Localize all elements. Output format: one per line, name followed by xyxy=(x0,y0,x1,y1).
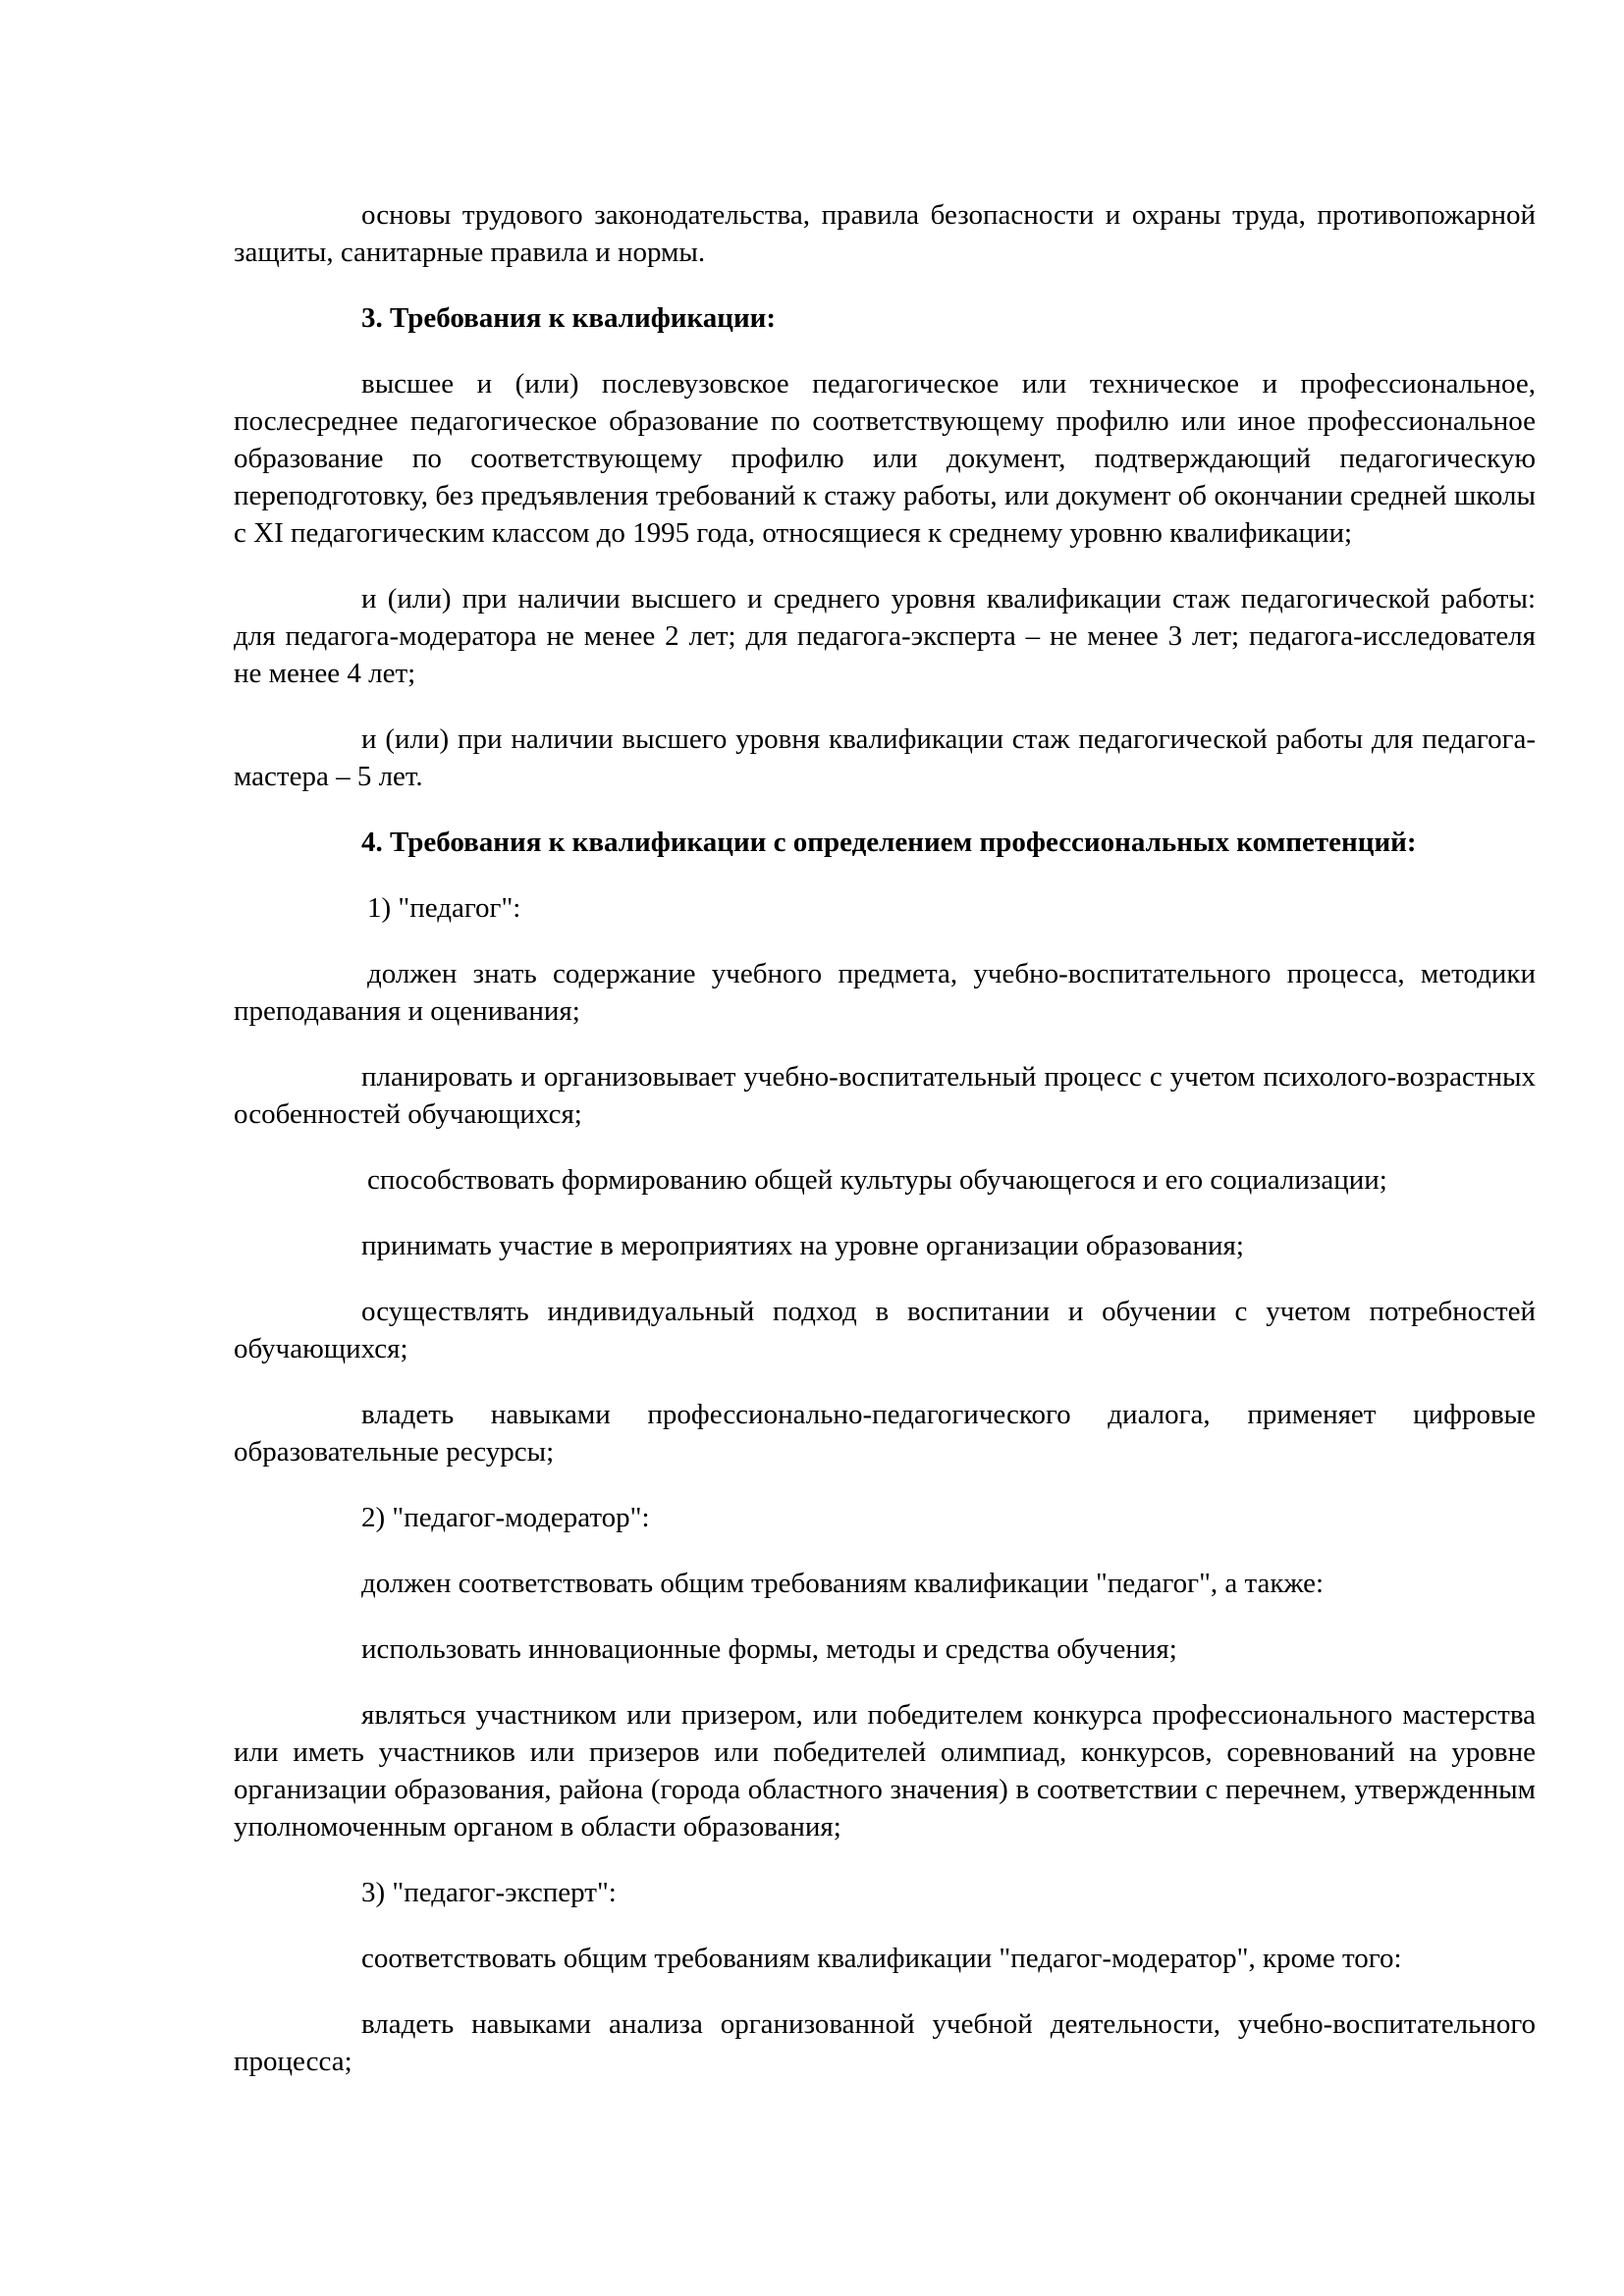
paragraph-teacher-dialogue: владеть навыками профессионально-педагогического диалога, применяет цифровые образовательные ресурсы; xyxy=(234,1399,1536,1468)
list-item-expert-heading: 3) "педагог-эксперт": xyxy=(361,1877,617,1908)
paragraph-expert-analysis: владеть навыками анализа организованной учебной деятельности, учебно-воспитательного процесса; xyxy=(234,2008,1536,2077)
paragraph-teacher-planning: планировать и организовывает учебно-воспитательный процесс с учетом психолого-возрастных особенностей обучающихся; xyxy=(234,1061,1536,1130)
paragraph-experience-moderator-expert: и (или) при наличии высшего и среднего уровня квалификации стаж педагогической работы: для педагога-модератора не менее 2 лет; для педагога-эксперта – не менее 3 лет; педагога-исследователя не менее 4 лет; xyxy=(234,583,1536,689)
paragraph-teacher-culture: способствовать формированию общей культуры обучающегося и его социализации; xyxy=(367,1164,1387,1196)
paragraph-moderator-competitions: являться участником или призером, или победителем конкурса профессионального мастерства или иметь участников или призеров или победителей олимпиад, конкурсов, соревнований на уровне организации образования, района (города областного значения) в соответствии с перечнем, утвержденным уполномоченным органом в области образования; xyxy=(234,1699,1536,1842)
document-body xyxy=(234,196,1536,2109)
paragraph-experience-master: и (или) при наличии высшего уровня квалификации стаж педагогической работы для педагога-мастера – 5 лет. xyxy=(234,723,1536,792)
section-heading-competencies: 4. Требования к квалификации с определением профессиональных компетенций: xyxy=(361,827,1417,858)
list-item-moderator-heading: 2) "педагог-модератор": xyxy=(361,1502,650,1533)
paragraph-moderator-general: должен соответствовать общим требованиям квалификации "педагог", а также: xyxy=(361,1568,1325,1599)
paragraph-moderator-innovation: использовать инновационные формы, методы и средства обучения; xyxy=(361,1633,1177,1665)
paragraph-labor-basics: основы трудового законодательства, правила безопасности и охраны труда, противопожарной защиты, санитарные правила и нормы. xyxy=(234,199,1536,268)
paragraph-teacher-knowledge: должен знать содержание учебного предмета, учебно-воспитательного процесса, методики преподавания и оценивания; xyxy=(234,958,1536,1027)
paragraph-education-requirements: высшее и (или) послевузовское педагогическое или техническое и профессиональное, послесреднее педагогическое образование по соответствующему профилю или иное профессиональное образование по соответствующему профилю или документ, подтверждающий педагогическую переподготовку, без предъявления требований к стажу работы, или документ об окончании средней школы с XI педагогическим классом до 1995 года, относящиеся к среднему уровню квалификации; xyxy=(234,368,1536,549)
paragraph-teacher-participation: принимать участие в мероприятиях на уровне организации образования; xyxy=(361,1230,1244,1261)
paragraph-teacher-individual-approach: осуществлять индивидуальный подход в воспитании и обучении с учетом потребностей обучающихся; xyxy=(234,1296,1536,1364)
section-heading-qualification-requirements: 3. Требования к квалификации: xyxy=(361,302,777,334)
paragraph-expert-general: соответствовать общим требованиям квалификации "педагог-модератор", кроме того: xyxy=(361,1943,1402,1974)
list-item-teacher-heading: 1) "педагог": xyxy=(367,892,521,924)
